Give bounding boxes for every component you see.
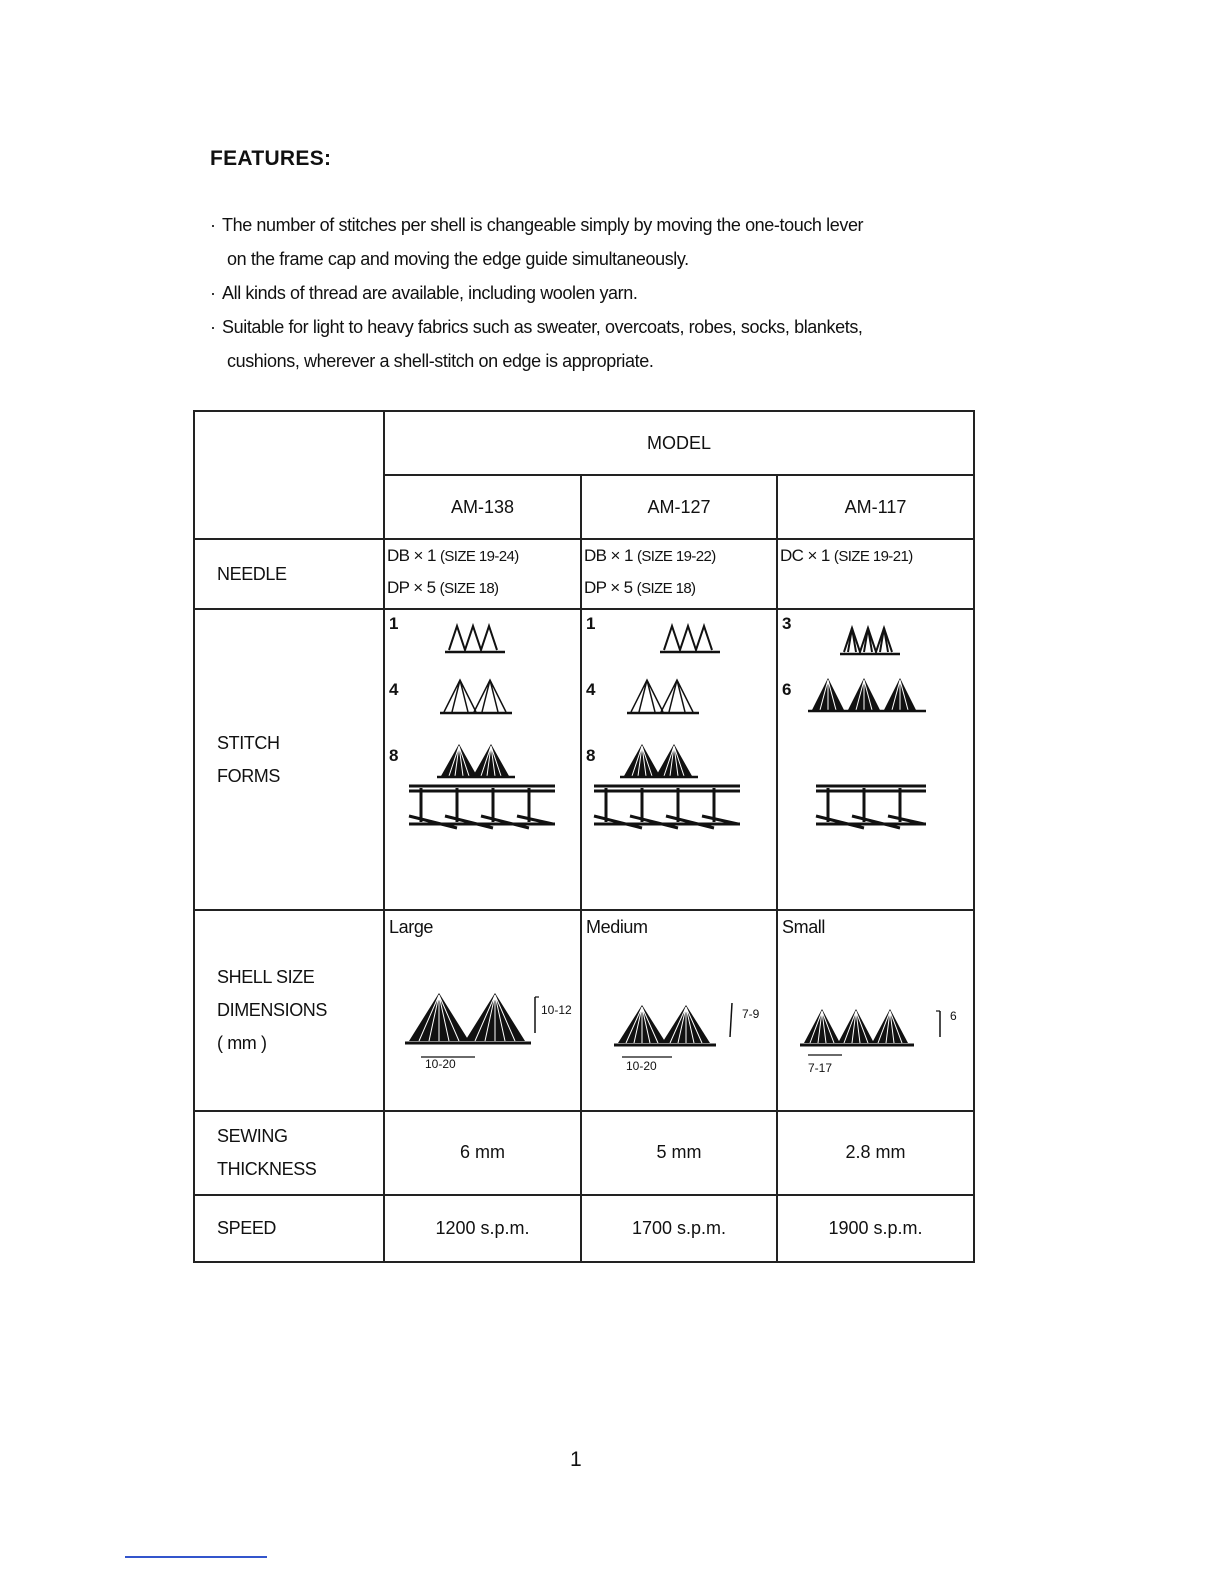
feature-text-line1: The number of stitches per shell is changeable simply by moving the one-touch lever [222, 215, 864, 235]
shell-height-label: 10-12 [541, 1003, 572, 1018]
shell-height-label: 6 [950, 1009, 957, 1024]
speed-am117: 1900 s.p.m. [777, 1195, 974, 1262]
stitch-diagram-3-icon [840, 618, 910, 658]
needle-size: (SIZE 19-22) [636, 548, 716, 566]
bullet: · [210, 215, 216, 235]
label-line: SEWING [217, 1125, 288, 1146]
bullet: · [210, 283, 216, 303]
label-line: SHELL SIZE [217, 966, 315, 987]
stitch-diagram-4-icon [440, 674, 520, 718]
needle-size: (SIZE 18) [439, 580, 499, 598]
feature-text-line2: on the frame cap and moving the edge guide simultaneously. [227, 249, 689, 269]
feature-item [210, 276, 1010, 310]
model-am117: AM-117 [777, 475, 974, 539]
needle-label: NEEDLE [194, 539, 384, 609]
sewing-thickness-am117: 2.8 mm [777, 1111, 974, 1195]
page-number: 1 [570, 1448, 582, 1471]
feature-item [210, 208, 1010, 276]
feature-item [210, 310, 1010, 378]
needle-type: DB × 1 [584, 546, 633, 566]
needle-size: (SIZE 19-21) [833, 548, 913, 566]
needle-am117 [777, 539, 974, 609]
stitch-count: 4 [586, 680, 596, 700]
feature-text-line2: cushions, wherever a shell-stitch on edge is appropriate. [227, 351, 654, 371]
label-line: THICKNESS [217, 1158, 317, 1179]
needle-type: DB × 1 [387, 546, 436, 566]
stitch-diagram-4-icon [627, 674, 707, 718]
label-line: FORMS [217, 765, 280, 786]
stitch-diagram-8-icon [437, 738, 521, 782]
shell-size-am138 [384, 910, 581, 1110]
stitch-edge-diagram-icon [407, 782, 557, 834]
sewing-thickness-am138: 6 mm [384, 1111, 581, 1195]
shell-size-value: Medium [586, 917, 648, 938]
stitch-count: 1 [389, 614, 399, 634]
label-line: ( mm ) [217, 1032, 267, 1053]
stitch-count: 8 [586, 746, 596, 766]
stitch-diagram-1-icon [445, 616, 515, 656]
needle-am138 [384, 539, 581, 609]
stitch-count: 6 [782, 680, 792, 700]
stitch-forms-am138 [384, 609, 581, 910]
empty-corner-cell [194, 411, 384, 539]
stitch-forms-label [194, 609, 384, 910]
needle-type: DP × 5 [387, 578, 436, 598]
stitch-forms-am117 [777, 609, 974, 910]
footer-rule [125, 1556, 267, 1558]
stitch-count: 1 [586, 614, 596, 634]
stitch-diagram-1-icon [660, 616, 730, 656]
sewing-thickness-label [194, 1111, 384, 1195]
stitch-edge-diagram-icon [592, 782, 742, 834]
shell-size-am127 [581, 910, 777, 1110]
stitch-count: 3 [782, 614, 792, 634]
stitch-count: 4 [389, 680, 399, 700]
shell-width-label: 7-17 [808, 1061, 833, 1076]
stitch-count: 8 [389, 746, 399, 766]
feature-text-line1: Suitable for light to heavy fabrics such as sweater, overcoats, robes, socks, blankets, [222, 317, 863, 337]
model-am138: AM-138 [384, 475, 581, 539]
feature-text-line1: All kinds of thread are available, including woolen yarn. [222, 283, 638, 303]
shell-size-value: Large [389, 917, 434, 938]
shell-size-value: Small [782, 917, 826, 938]
stitch-forms-am127 [581, 609, 777, 910]
shell-height-label: 7-9 [742, 1007, 760, 1022]
model-spec-table [193, 410, 975, 1263]
shell-width-label: 10-20 [626, 1059, 657, 1074]
stitch-diagram-8-icon [620, 738, 704, 782]
shell-width-label: 10-20 [425, 1057, 456, 1072]
stitch-edge-diagram-icon [814, 782, 930, 834]
needle-am127 [581, 539, 777, 609]
speed-label: SPEED [194, 1195, 384, 1262]
speed-am127: 1700 s.p.m. [581, 1195, 777, 1262]
shell-size-label [194, 910, 384, 1110]
speed-am138: 1200 s.p.m. [384, 1195, 581, 1262]
label-line: DIMENSIONS [217, 999, 328, 1020]
needle-type: DC × 1 [780, 546, 830, 566]
shell-size-am117 [777, 910, 974, 1110]
sewing-thickness-am127: 5 mm [581, 1111, 777, 1195]
shell-dimension-diagram-icon [403, 985, 593, 1065]
label-line: STITCH [217, 732, 280, 753]
model-header: MODEL [384, 411, 974, 475]
features-heading: FEATURES: [210, 147, 332, 170]
model-am127: AM-127 [581, 475, 777, 539]
feature-list [210, 208, 1010, 378]
bullet: · [210, 317, 216, 337]
stitch-diagram-6-icon [808, 672, 932, 716]
needle-size: (SIZE 19-24) [439, 548, 519, 566]
needle-size: (SIZE 18) [636, 580, 696, 598]
shell-dimension-diagram-icon [798, 999, 968, 1069]
needle-type: DP × 5 [584, 578, 633, 598]
